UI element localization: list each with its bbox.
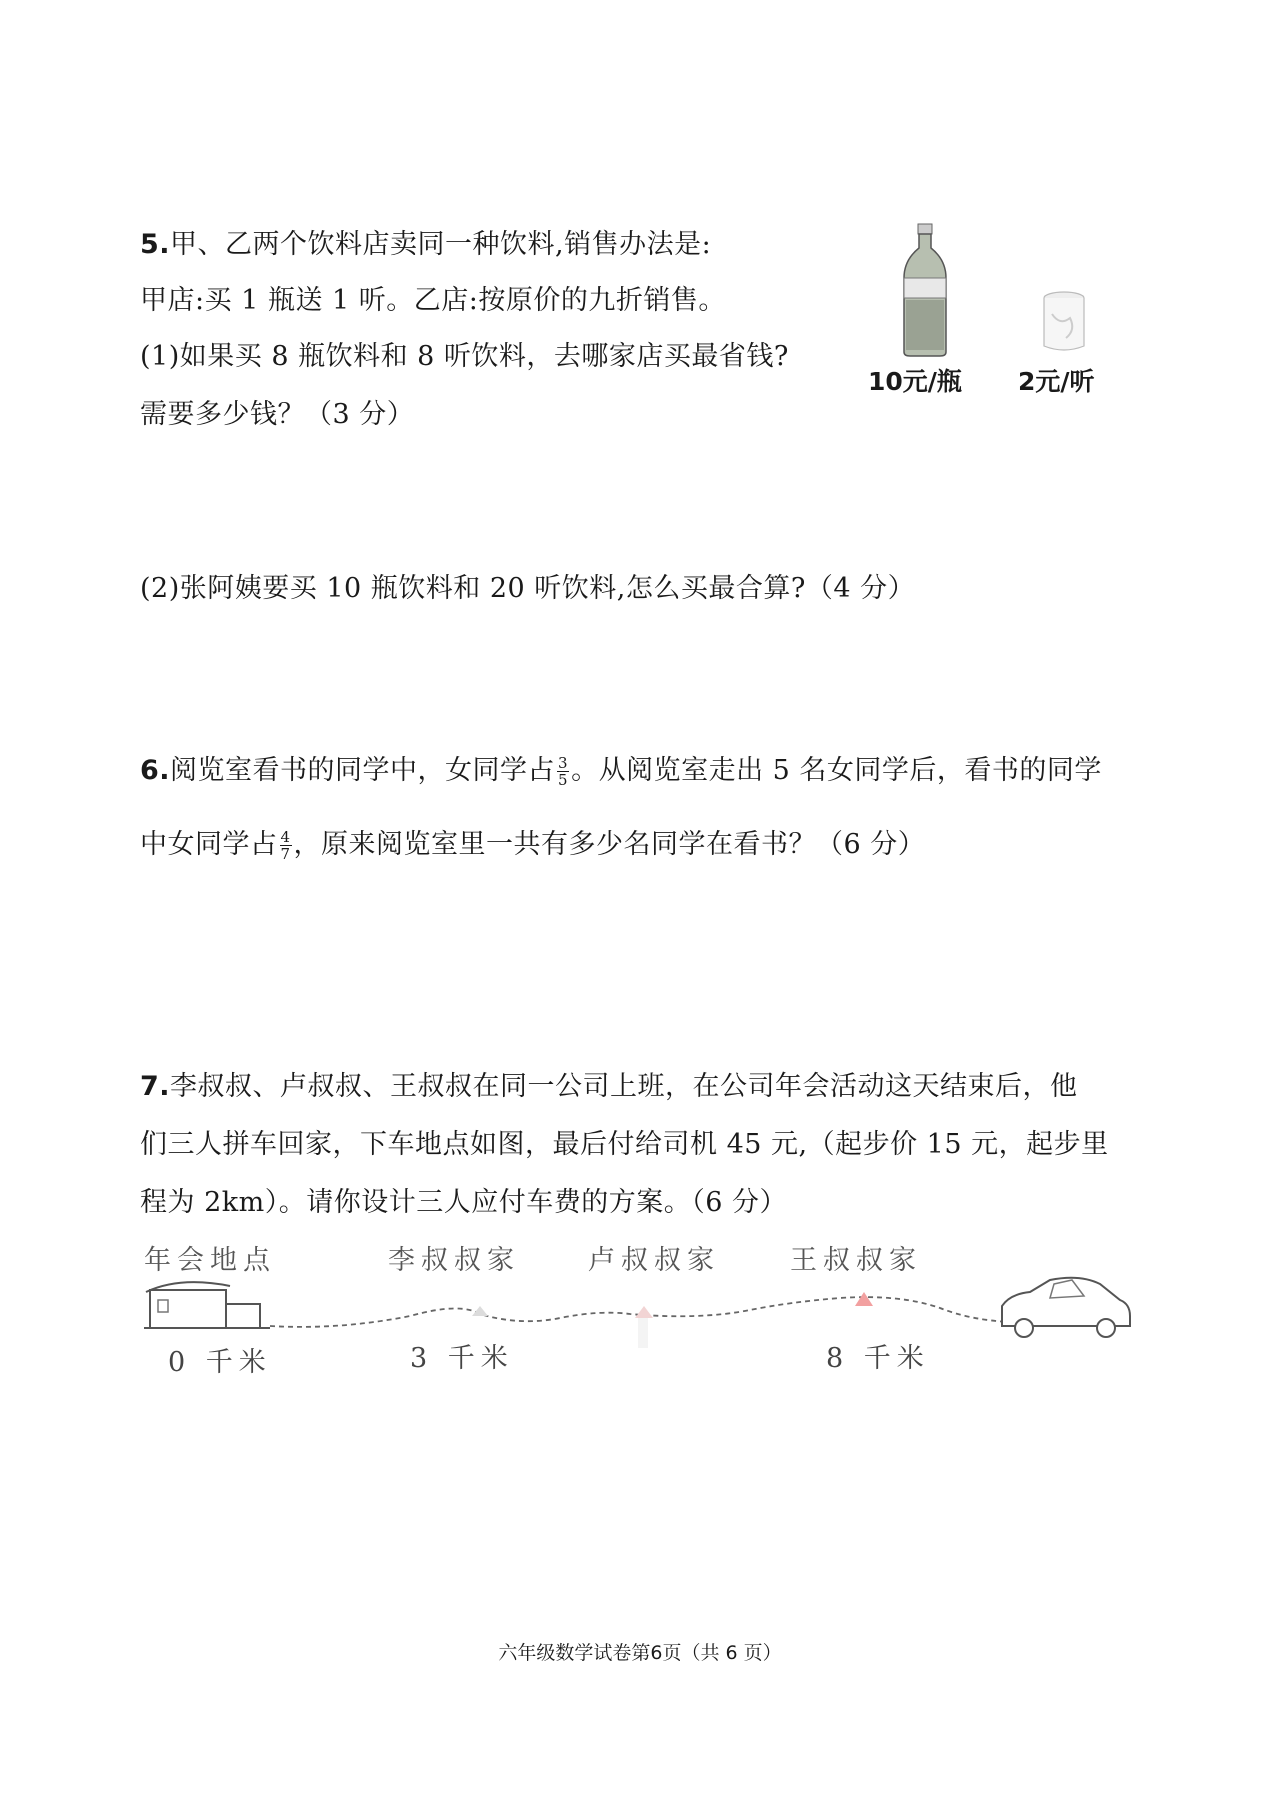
- q5-line2: 甲店:买 1 瓶送 1 听。乙店:按原价的九折销售。: [140, 285, 726, 316]
- q6-text-a: 阅览室看书的同学中，女同学占: [170, 755, 556, 786]
- q6-text-d: ，原来阅览室里一共有多少名同学在看书？（6 分）: [293, 829, 926, 860]
- stop-marker-li: [472, 1306, 488, 1316]
- bottle-price-label: 10元/瓶: [868, 367, 962, 396]
- q5-part2: (2)张阿姨要买 10 瓶饮料和 20 听饮料,怎么买最合算?（4 分）: [140, 573, 916, 604]
- page-footer: 六年级数学试卷第6页（共 6 页）: [498, 1642, 782, 1664]
- q6-text-b: 。从阅览室走出 5 名女同学后，看书的同学: [571, 755, 1102, 786]
- map-distance-3km: 3 千米: [410, 1343, 514, 1374]
- q7-text-1: 李叔叔、卢叔叔、王叔叔在同一公司上班，在公司年会活动这天结束后，他: [170, 1071, 1078, 1102]
- map-distance-0km: 0 千米: [168, 1347, 272, 1378]
- q5-part1-a: (1)如果买 8 瓶饮料和 8 听饮料，去哪家店买最省钱?: [140, 341, 789, 372]
- frac1-numerator: 3: [558, 754, 569, 772]
- map-distance-8km: 8 千米: [826, 1343, 930, 1374]
- q5-text-1: 甲、乙两个饮料店卖同一种饮料,销售办法是:: [170, 229, 712, 260]
- can-illustration: [1040, 290, 1088, 354]
- bottle-illustration: [900, 222, 950, 358]
- stop-marker-wang: [855, 1292, 873, 1306]
- venue-building-icon: [144, 1282, 270, 1328]
- fraction-three-fifths: [557, 755, 569, 788]
- q6-text-c: 中女同学占: [140, 829, 278, 860]
- q5-line1: [140, 222, 711, 261]
- q7-line3: 程为 2km）。请你设计三人应付车费的方案。（6 分）: [140, 1187, 787, 1218]
- can-price-label: 2元/听: [1018, 367, 1095, 396]
- map-label-wang-home: 王叔叔家: [790, 1245, 922, 1276]
- fraction-four-sevenths: [280, 829, 292, 862]
- q7-line2: 们三人拼车回家，下车地点如图，最后付给司机 45 元,（起步价 15 元，起步里: [140, 1129, 1109, 1160]
- frac2-numerator: 4: [280, 828, 291, 846]
- map-label-li-home: 李叔叔家: [388, 1245, 520, 1276]
- q5-number: 5.: [140, 229, 171, 260]
- car-icon: [1002, 1278, 1130, 1337]
- route-map: [140, 1270, 1140, 1350]
- map-label-lu-home: 卢叔叔家: [588, 1245, 720, 1276]
- stop-marker-lu: [635, 1306, 653, 1318]
- q6-line2: [140, 822, 925, 862]
- frac2-denominator: 7: [280, 845, 291, 863]
- frac1-denominator: 5: [558, 771, 569, 789]
- q7-number: 7.: [140, 1071, 171, 1102]
- stop-marker-lu-post: [638, 1318, 648, 1348]
- map-label-venue: 年会地点: [144, 1245, 276, 1276]
- q6-number: 6.: [140, 755, 171, 786]
- q6-line1: [140, 748, 1102, 788]
- q7-line1: [140, 1064, 1078, 1103]
- q5-part1-b: 需要多少钱？（3 分）: [140, 399, 415, 430]
